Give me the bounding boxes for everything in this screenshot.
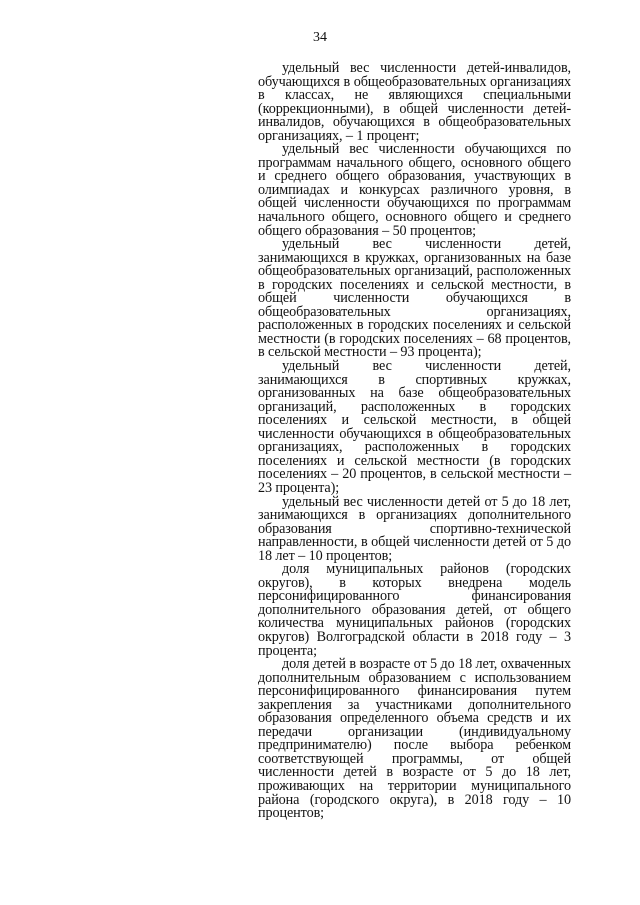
page-number: 34	[313, 30, 327, 45]
paragraph-7: доля детей в возрасте от 5 до 18 лет, охваченных дополнительным образованием с использованием персонифицированного финансирования путем закрепления за участниками дополнительного образования определенного объема средств и их передачи организации (индивидуальному предпринимателю) после выбора ребенком соответствующей программы, от общей численности детей в возрасте от 5 до 18 лет, проживающих на территории муниципального района (городского округа), в 2018 году – 10 процентов;	[258, 656, 571, 822]
document-body	[258, 62, 571, 821]
paragraph-5: удельный вес численности детей от 5 до 18 лет, занимающихся в организациях дополнительного образования спортивно-технической направленности, в общей численности детей от 5 до 18 лет – 10 процентов;	[258, 493, 571, 564]
paragraph-6: доля муниципальных районов (городских округов), в которых внедрена модель персонифицированного финансирования дополнительного образования детей, от общего количества муниципальных районов (городских округов) Волгоградской области в 2018 году – 3 процента;	[258, 561, 571, 659]
paragraph-3: удельный вес численности детей, занимающихся в кружках, организованных на базе общеобразовательных организаций, расположенных в городских поселениях и сельской местности, в общей численности обучающихся в общеобразовательных организациях, расположенных в городских поселениях и сельской местности (в городских поселениях – 68 процентов, в сельской местности – 93 процента);	[258, 236, 571, 361]
paragraph-2: удельный вес численности обучающихся по программам начального общего, основного общего и среднего общего образования, участвующих в олимпиадах и конкурсах различного уровня, в общей численности обучающихся по программам начального общего, основного общего и среднего общего образования – 50 процентов;	[258, 141, 571, 239]
paragraph-1: удельный вес численности детей-инвалидов, обучающихся в общеобразовательных организациях в классах, не являющихся специальными (коррекционными), в общей численности детей-инвалидов, обучающихся в общеобразовательных организациях, – 1 процент;	[258, 60, 571, 144]
paragraph-4: удельный вес численности детей, занимающихся в спортивных кружках, организованных на базе общеобразовательных организаций, расположенных в городских поселениях и сельской местности, в общей численности обучающихся в общеобразовательных организациях, расположенных в городских поселениях и сельской местности (в городских поселениях – 20 процентов, в сельской местности – 23 процента);	[258, 358, 571, 496]
